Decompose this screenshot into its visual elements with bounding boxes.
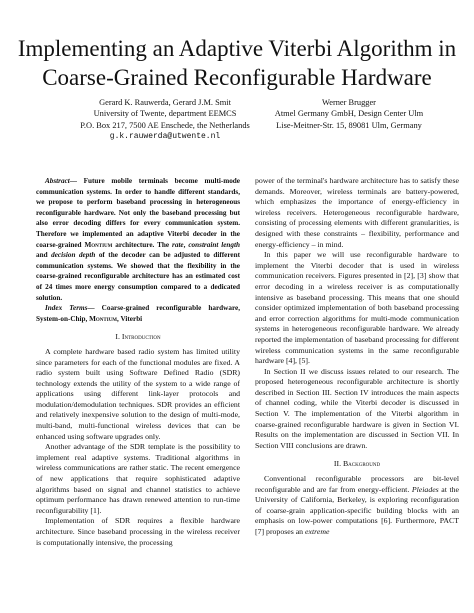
paragraph: In this paper we will use reconfigurable hardware to implement the Viterbi decoder that is used in wireless communication receivers. Figures presented in [2], [3] show that error decoding in a wireless receiver is as computationally intensive as baseband processing. This means that one should consider optimized implementation of both baseband processing and error correction algorithms for multi-mode communication systems in heterogeneous reconfigurable hardware. We already reported the implementation of baseband processing for different wireless communication systems in the same reconfigurable hardware [4], [5]. [255, 250, 459, 366]
paragraph: In Section II we discuss issues related to our research. The proposed heterogeneous reconfigurable architecture is shortly described in Section III. Section IV introduces the main aspects of channel coding, while the Viterbi decoder is discussed in Section V. The implementation of the Viterbi algorithm in coarse-grained reconfigurable hardware is given in Section VI. Results on the implementation are discussed in Section VII. In Section VIII conclusions are drawn. [255, 366, 459, 450]
paper-title [0, 34, 474, 92]
abstract-label: Abstract [45, 177, 70, 185]
paragraph: A complete hardware based radio system has limited utility since parameters for each of the functional modules are fixed. A radio system built using Software Defined Radio (SDR) technology extends the utility of the system to a wide range of applications using different link-layer protocols and modulation/demodulation techniques. SDR provides an efficient and relatively inexpensive solution to the design of multi-mode, multi-band, multi-functional wireless devices that can be enhanced using software upgrades only. [36, 346, 240, 441]
right-column [255, 176, 459, 538]
author-address: P.O. Box 217, 7500 AE Enschede, the Netherlands [80, 120, 250, 130]
title-line-2: Coarse-Grained Reconfigurable Hardware [42, 65, 432, 90]
paragraph: Conventional reconfigurable processors are bit-level reconfigurable and are far from energy-efficient. Pleiades at the University of California, Berkeley, is exploring reconfiguration of coarse-grain application-specific building blocks with an emphasis on low-power computations [6]. Furthermore, PACT [7] proposes an extreme [255, 474, 459, 536]
author-address: Lise-Meitner-Str. 15, 89081 Ulm, Germany [276, 120, 422, 130]
author-affiliation: University of Twente, department EEMCS [93, 109, 237, 119]
author-block-right [248, 97, 450, 131]
paragraph: Another advantage of the SDR template is the possibility to implement real adaptive systems. Traditional algorithms in wireless communications are rather static. The recent emergence of new applications that require sophisticated adaptive algorithms based on signal and channel statistics to achieve optimum performance has drawn renewed attention to run-time reconfigurability [1]. [36, 442, 240, 515]
section-heading-background: II. Background [333, 459, 381, 469]
author-names: Werner Brugger [322, 98, 376, 107]
author-names: Gerard K. Rauwerda, Gerard J.M. Smit [99, 98, 231, 107]
left-column [36, 176, 240, 548]
author-email: g.k.rauwerda@utwente.nl [109, 132, 221, 142]
abstract: Abstract— Future mobile terminals become multi-mode communication systems. In order to handle different standards, we propose to perform baseband processing in heterogeneous reconfigurable hardware. Not only the baseband processing but also error decoding differs for every communication system. Therefore we implemented an adaptive Viterbi decoder in the coarse-grained Montium architecture. The rate, constraint length and decision depth of the decoder can be adjusted to different communication systems. We showed that the flexibility in the coarse-grained reconfigurable architecture has an estimated cost of 24 times more energy consumption compared to a dedicated solution. [36, 177, 241, 302]
author-affiliation: Atmel Germany GmbH, Design Center Ulm [274, 109, 424, 119]
paragraph: Implementation of SDR requires a flexible hardware architecture. Since baseband processing in the wireless receiver is computationally intensive, the processing [36, 516, 240, 547]
paragraph: power of the terminal's hardware architecture has to satisfy these demands. Moreover, wireless terminals are battery-powered, which emphasizes the importance of energy-efficiency in wireless receivers. Heterogeneous reconfigurable hardware, consisting of processing elements with different granularities, is designed with these constraints – flexibility, performance and energy-efficiency – in mind. [255, 176, 459, 249]
title-line-1: Implementing an Adaptive Viterbi Algorithm in [17, 36, 457, 61]
index-terms-label: Index Terms [45, 304, 88, 313]
section-heading-introduction: I. Introduction [115, 332, 161, 342]
index-terms: Index Terms— Coarse-grained reconfigurable hardware, System-on-Chip, Montium, Viterbi [36, 304, 240, 323]
author-block-left [56, 97, 274, 143]
